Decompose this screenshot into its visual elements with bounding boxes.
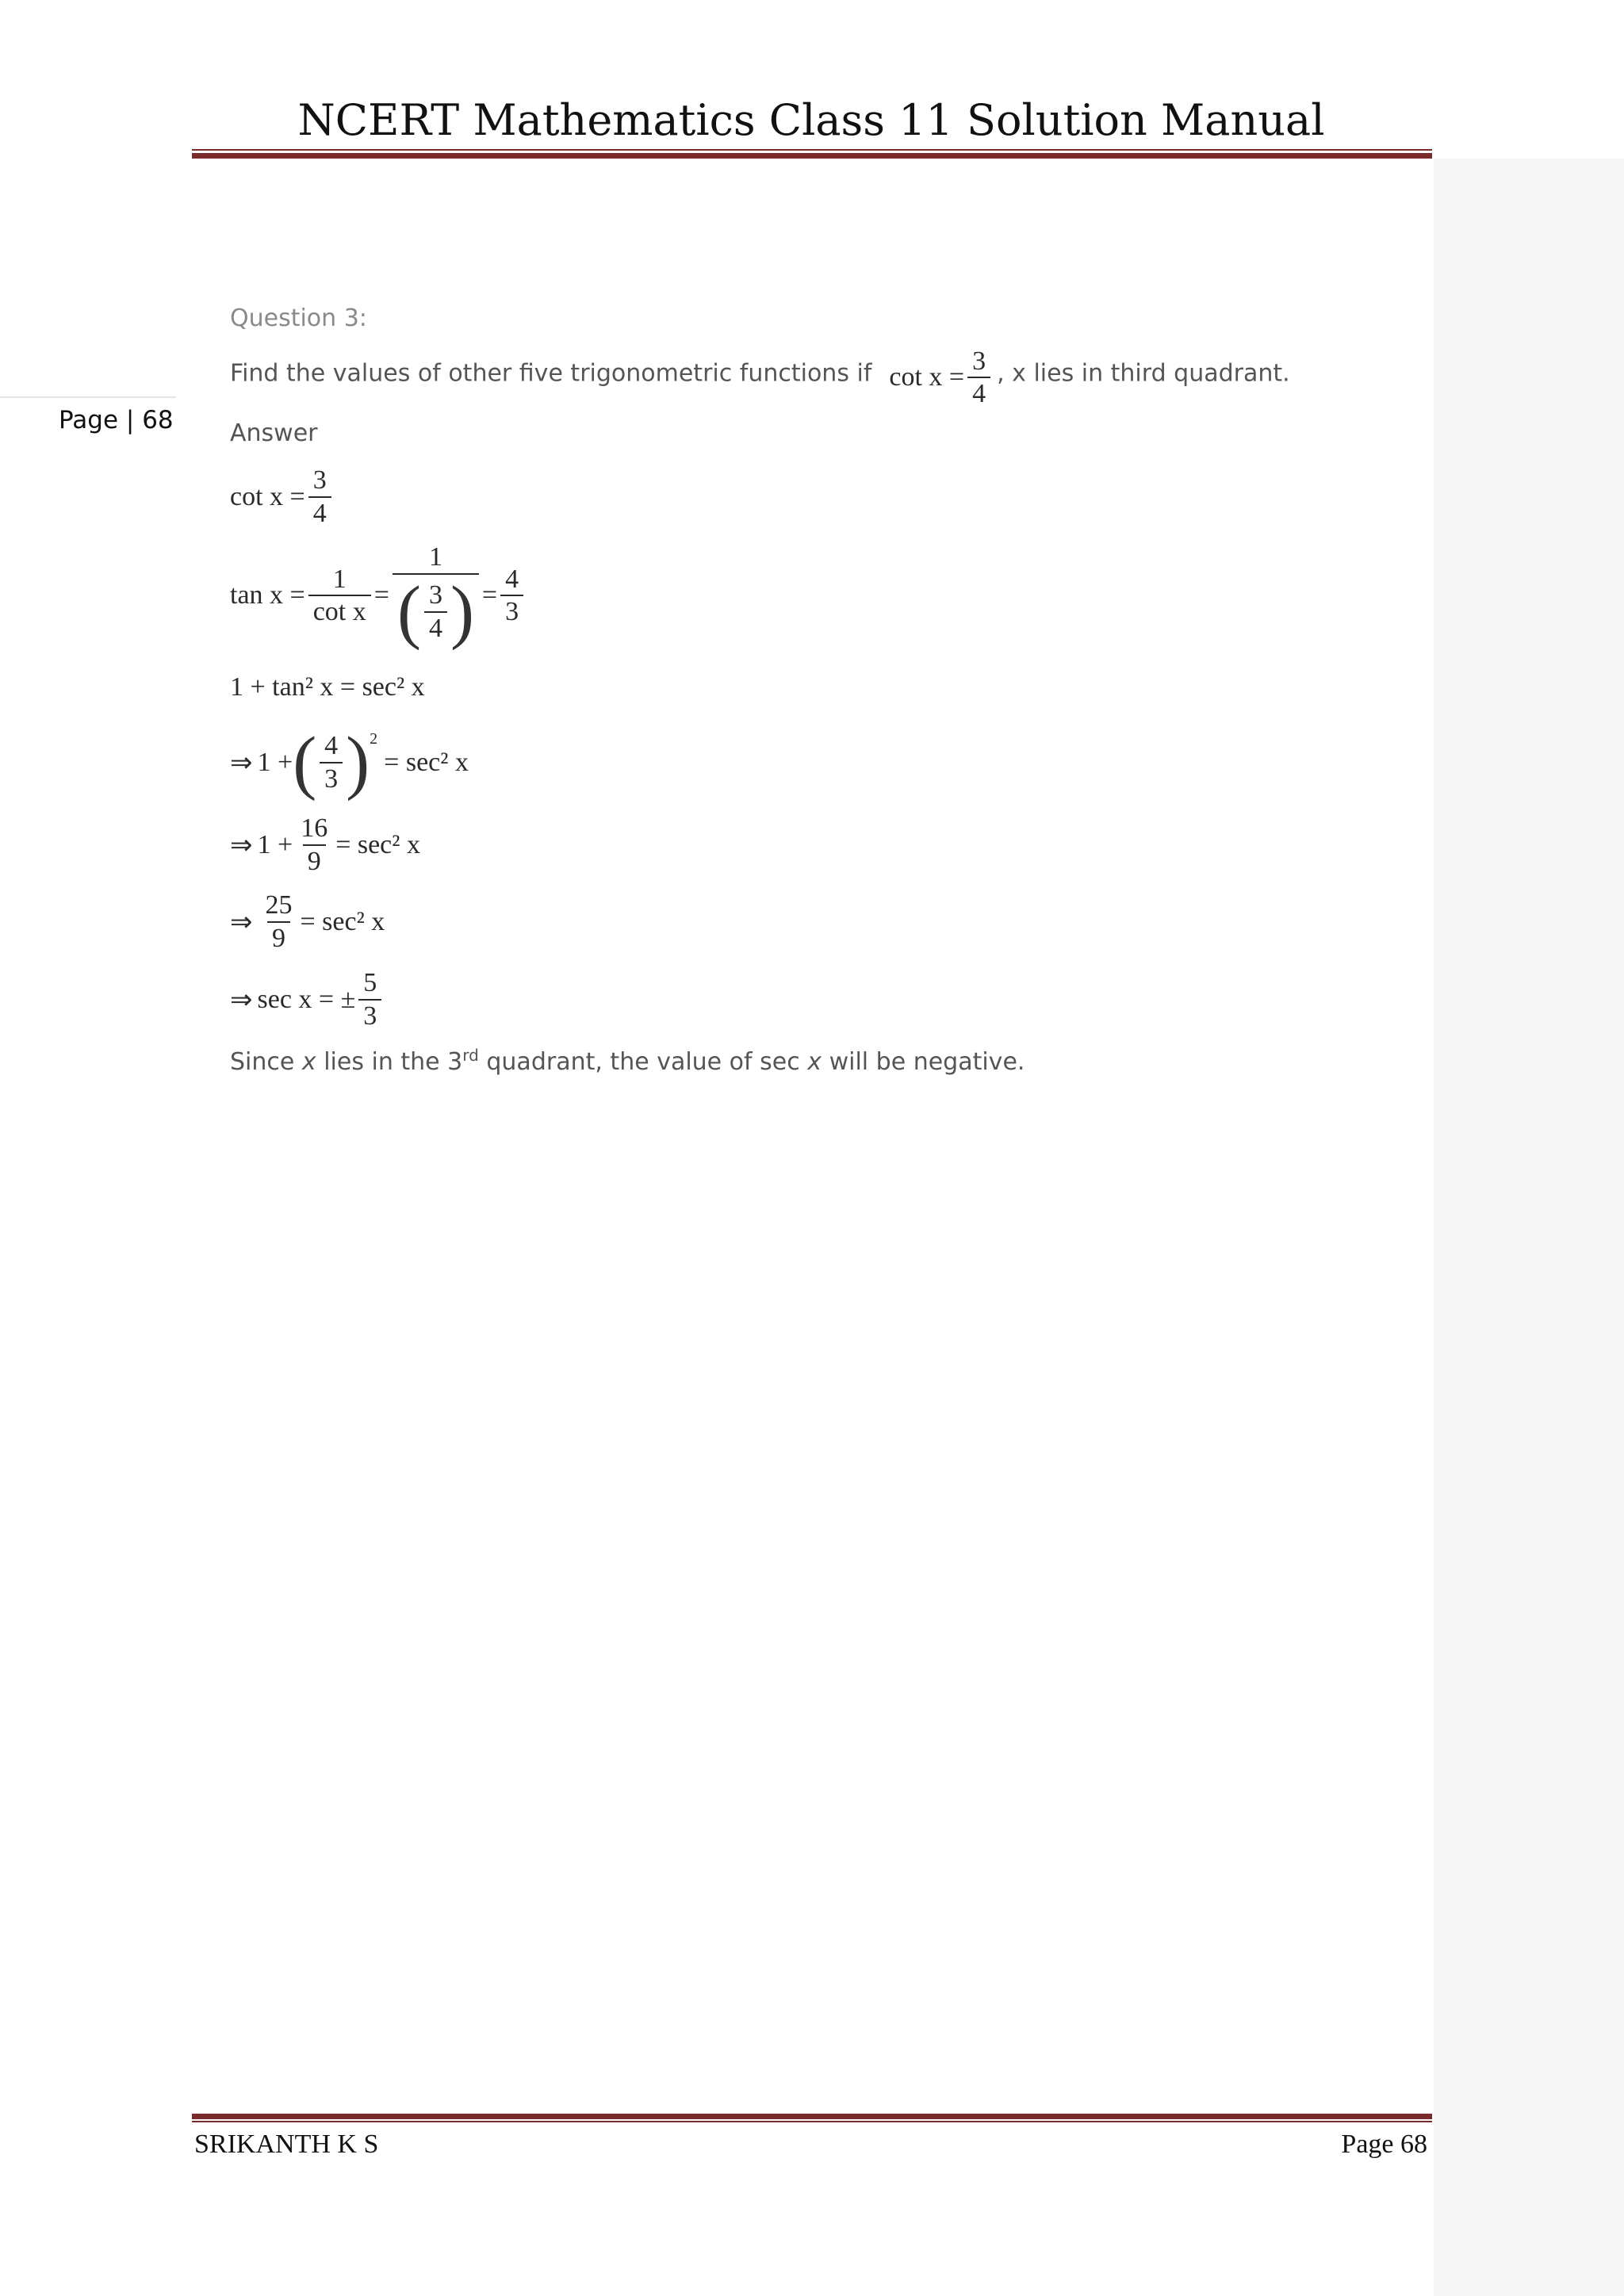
question-text: Find the values of other five trigonometric functions if xyxy=(230,358,872,387)
footer-author: SRIKANTH K S xyxy=(194,2130,379,2159)
page-marker: Page | 68 xyxy=(59,406,174,434)
main-content xyxy=(230,304,1419,1076)
step-6: ⇒ $\frac{25}{9}$ = sec² x xyxy=(230,890,385,954)
header-rule xyxy=(192,153,1432,159)
condition-fraction: $\frac{3}{4}$ xyxy=(967,347,990,408)
step-3: 1 + tan² x = sec² x xyxy=(230,672,425,702)
step-5: ⇒ 1 + $\frac{16}{9}$ = sec² x xyxy=(230,813,420,876)
footer-page-number: Page 68 xyxy=(1341,2130,1427,2159)
answer-label: Answer xyxy=(230,419,318,447)
condition-lhs: cot x = xyxy=(889,362,965,392)
step-4: ⇒ 1 + ( $\frac{4}{3}$ ) $^2$ = sec² x xyxy=(230,723,469,802)
step-1: cot x = $\frac{3}{4}$ xyxy=(230,466,1419,527)
footer-rule-bottom xyxy=(192,2121,1432,2122)
right-margin-shade xyxy=(1434,159,1624,2296)
solution-steps xyxy=(230,466,1419,1030)
header-title: NCERT Mathematics Class 11 Solution Manual xyxy=(297,95,1325,145)
question-label: Question 3: xyxy=(230,304,367,332)
question-condition xyxy=(889,347,994,408)
question-statement xyxy=(230,332,1419,419)
margin-divider xyxy=(0,396,176,398)
footer-rule xyxy=(192,2114,1432,2119)
step-7: ⇒ sec x = ± $\frac{5}{3}$ xyxy=(230,969,1419,1030)
step-2: tan x = $\frac{1}{\text{cot x}}$ = 1 ( $\frac{3}{4}$ ) = $\frac{4}{3}$ xyxy=(230,543,1419,648)
question-tail: , x lies in third quadrant. xyxy=(997,358,1290,387)
header-rule-top xyxy=(192,149,1432,151)
conclusion: Since x lies in the 3rd quadrant, the value of sec x will be negative. xyxy=(230,1046,1025,1077)
